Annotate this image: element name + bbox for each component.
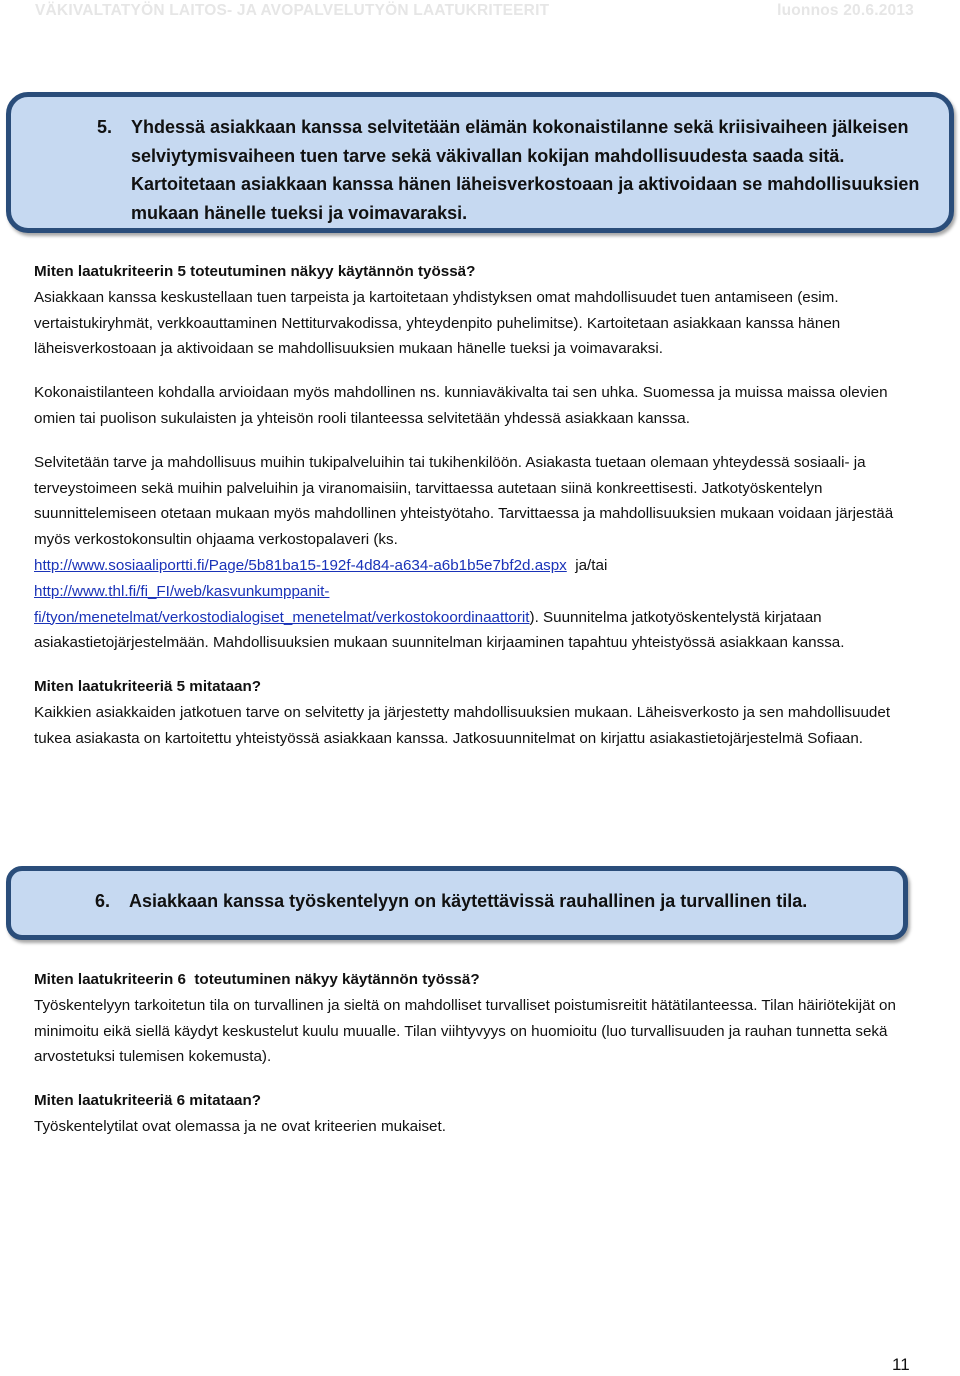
- criterion-5-practice-paragraph-1: Asiakkaan kanssa keskustellaan tuen tarpeista ja kartoitetaan yhdistyksen omat mahdollisuudet tuen antamiseen (esim. vertaistukiryhmät, verkkoauttaminen Nettiturvakodissa, yhteydenpito puhelimitse). Kartoitetaan asiakkaan kanssa hänen läheisverkostoaan ja aktivoidaan se mahdollisuuksien mukaan hänelle tueksi ja voimavaraksi.: [34, 288, 841, 358]
- sosiaaliportti-link[interactable]: http://www.sosiaaliportti.fi/Page/5b81ba15-192f-4d84-a634-a6b1b5e7bf2d.aspx: [34, 556, 567, 574]
- thl-link-line-2: fi/tyon/menetelmat/verkostodialogiset_menetelmat/verkostokoordinaattorit: [34, 608, 530, 626]
- draft-date: luonnos 20.6.2013: [777, 2, 914, 19]
- page-header: [0, 0, 960, 24]
- criterion-6-practice-heading: Miten laatukriteerin 6 toteutuminen näkyy käytännön työssä?: [34, 971, 480, 988]
- criterion-5-number: 5.: [97, 117, 113, 137]
- criterion-5-text: Yhdessä asiakkaan kanssa selvitetään elämän kokonaistilanne sekä kriisivaiheen jälkeisen selviytymisvaiheen tuen tarve sekä väkivallan kokijan mahdollisuudesta saada sitä. Kartoitetaan asiakkaan kanssa hänen läheisverkostoaan ja aktivoidaan se mahdollisuuksien mukaan hänelle tueksi ja voimavaraksi.: [131, 117, 920, 223]
- criterion-6-number: 6.: [95, 891, 111, 911]
- criterion-5-practice-paragraph-2: Kokonaistilanteen kohdalla arvioidaan myös mahdollinen ns. kunniaväkivalta tai sen uhka. Suomessa ja muissa maissa olevien omien tai puolison sukulaisten ja yhteisön rooli tilanteessa selvitetään yhdessä asiakkaan kanssa.: [34, 384, 888, 427]
- and-or-text: ja/tai: [575, 556, 608, 574]
- criterion-6-text: Asiakkaan kanssa työskentelyyn on käytettävissä rauhallinen ja turvallinen tila.: [129, 891, 808, 911]
- document-title: VÄKIVALTATYÖN LAITOS- JA AVOPALVELUTYÖN LAATUKRITEERIT: [35, 2, 550, 19]
- criterion-5-measure-heading: Miten laatukriteeriä 5 mitataan?: [34, 678, 262, 696]
- criterion-6-box: [6, 866, 908, 940]
- thl-link-line-1: http://www.thl.fi/fi_FI/web/kasvunkumppanit-: [34, 582, 330, 600]
- criterion-6-practice-paragraph: Työskentelyyn tarkoitetun tila on turvallinen ja sieltä on mahdolliset turvalliset poistumisreitit hätätilanteessa. Tilan häiriötekijät on minimoitu eikä siellä käydyt keskustelut kuulu muualle. Tilan viihtyvyys on huomioitu (luo turvallisuuden ja rauhan tunnetta sekä arvostetuksi tulemisen kokemusta).: [34, 996, 896, 1066]
- criterion-5-practice-heading: Miten laatukriteerin 5 toteutuminen näkyy käytännön työssä?: [34, 263, 476, 280]
- criterion-6-section: [34, 967, 914, 1140]
- criterion-5-box: [6, 92, 954, 233]
- criterion-6-measure-heading: Miten laatukriteeriä 6 mitataan?: [34, 1092, 262, 1110]
- criterion-5-measure-paragraph: Kaikkien asiakkaiden jatkotuen tarve on selvitetty ja järjestetty mahdollisuuksien mukaan. Läheisverkosto ja sen mahdollisuudet tukea asiakasta on kartoitettu yhteistyössä asiakkaan kanssa. Jatkosuunnitelmat on kirjattu asiakastietojärjestelmä Sofiaan.: [34, 703, 891, 747]
- page-number: 11: [892, 1355, 910, 1374]
- paragraph-3-continuation: ). Suunnitelma jatkotyöskentelystä kirjataan asiakastietojärjestelmään. Mahdollisuuksien mukaan suunnitelman kirjaaminen tapahtuu yhteistyössä asiakkaan kanssa.: [34, 608, 845, 652]
- criterion-5-practice-paragraph-3: [34, 450, 914, 656]
- thl-link[interactable]: [34, 583, 530, 626]
- criterion-6-measure-paragraph: Työskentelytilat ovat olemassa ja ne ovat kriteerien mukaiset.: [34, 1117, 446, 1135]
- criterion-5-section: [34, 259, 914, 752]
- paragraph-3-text: Selvitetään tarve ja mahdollisuus muihin tukipalveluihin tai tukihenkilöön. Asiakasta tuetaan olemaan yhteydessä sosiaali- ja terveystoimeen sekä muihin palveluihin ja viranomaisiin, tarvittaessa autetaan siinä konkreettisesti. Jatkotyöskentelyn suunnittelemiseen otetaan mukaan myös mahdollinen yhteistyötaho. Tarvittaessa ja mahdollisuuksien mukaan voidaan järjestää myös verkostokonsultin ohjaama verkostopalaveri (ks.: [34, 453, 894, 549]
